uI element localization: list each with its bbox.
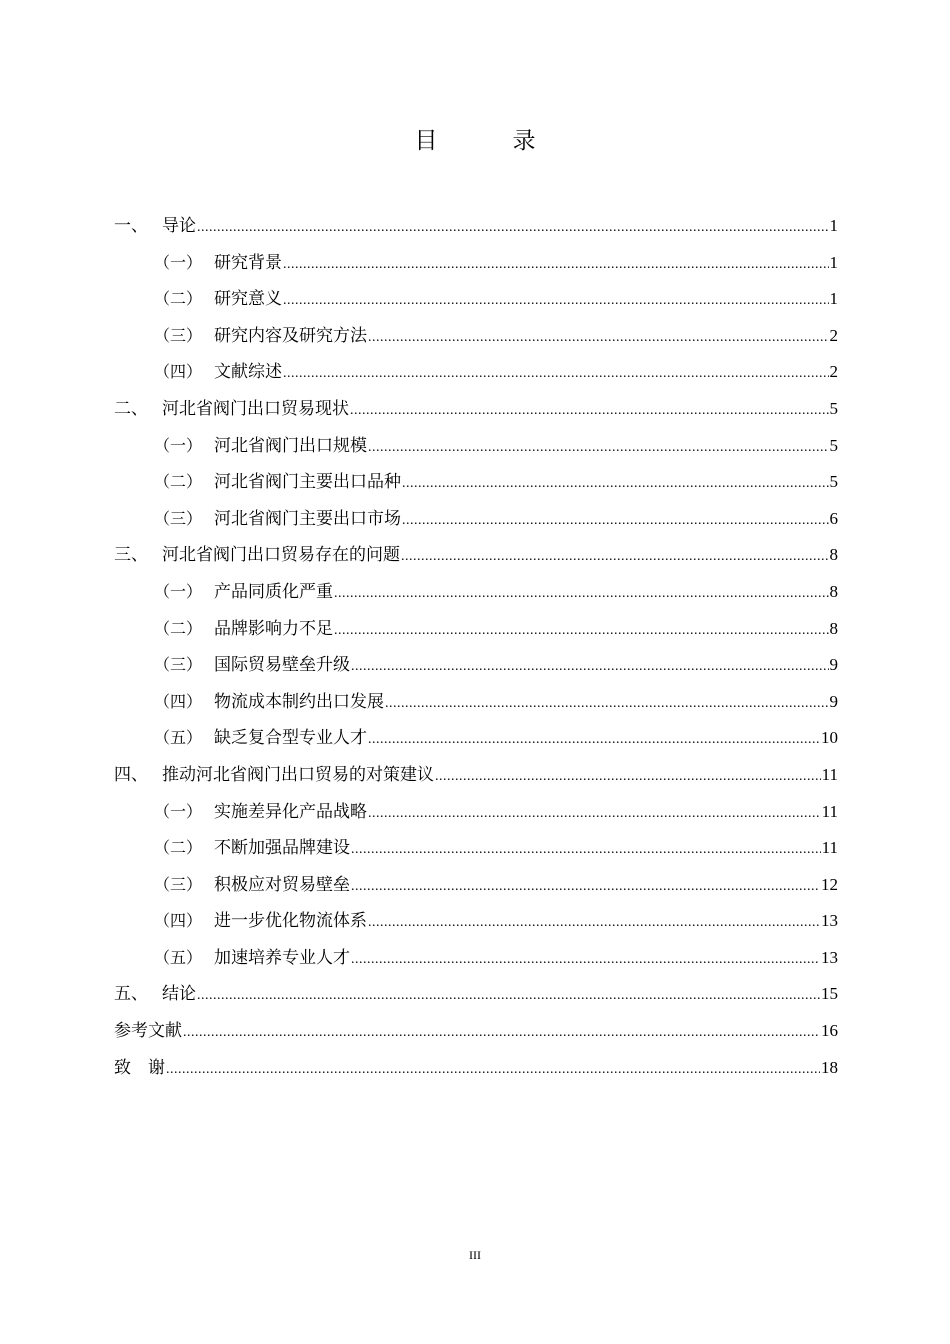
toc-entry-number: 三、 [114, 545, 148, 566]
toc-entry-page: 5 [829, 435, 838, 455]
toc-entry[interactable] [114, 976, 838, 1013]
toc-entry[interactable] [114, 245, 838, 282]
toc-entry-page: 6 [829, 508, 838, 528]
toc-entry-page: 15 [821, 984, 838, 1004]
toc-entry-page: 9 [829, 655, 838, 675]
toc-entry-number: （一） [154, 435, 203, 455]
toc-entry-label: 加速培养专业人才 [214, 947, 350, 968]
toc-dot-leader [350, 393, 829, 430]
toc-entry-page: 1 [829, 216, 838, 235]
toc-entry-page: 11 [821, 801, 838, 821]
toc-entry[interactable] [114, 318, 838, 355]
toc-entry-label: 推动河北省阀门出口贸易的对策建议 [162, 764, 434, 785]
toc-entry-number: （三） [154, 874, 203, 894]
toc-dot-leader [283, 247, 829, 284]
toc-entry-number: 二、 [114, 398, 148, 419]
toc-dot-leader [334, 576, 829, 613]
toc-entry-number: （五） [154, 947, 203, 967]
toc-entry-label: 文献综述 [214, 362, 282, 383]
toc-entry-page: 8 [829, 581, 838, 601]
toc-entry-number: （二） [154, 838, 203, 858]
toc-dot-leader [368, 905, 820, 942]
toc-dot-leader [435, 759, 821, 796]
toc-entry-page: 2 [829, 362, 838, 382]
toc-entry[interactable] [114, 720, 838, 757]
toc-entry-number: 四、 [114, 764, 148, 785]
toc-entry[interactable] [114, 501, 838, 538]
toc-entry[interactable] [114, 647, 838, 684]
toc-entry-number: （一） [154, 252, 203, 272]
toc-entry-number: （五） [154, 728, 203, 748]
toc-dot-leader [197, 210, 829, 247]
toc-entry-page: 12 [821, 874, 838, 894]
toc-entry-label: 导论 [162, 216, 196, 236]
toc-entry-number: （三） [154, 508, 203, 528]
toc-entry-page: 10 [821, 728, 838, 748]
toc-entry-page: 11 [821, 764, 838, 784]
toc-dot-leader [351, 942, 820, 979]
toc-dot-leader [368, 320, 829, 357]
toc-entry-label: 国际贸易壁垒升级 [214, 655, 350, 676]
page-title: 目 录 [414, 128, 562, 154]
toc-dot-leader [402, 503, 829, 540]
toc-entry-page: 9 [829, 691, 838, 711]
toc-entry-number: （二） [154, 289, 203, 309]
toc-entry-number: （三） [154, 325, 203, 345]
toc-entry-page: 5 [829, 398, 838, 418]
toc-entry[interactable] [114, 757, 838, 794]
toc-entry[interactable] [114, 281, 838, 318]
toc-entry-label: 河北省阀门主要出口品种 [214, 472, 401, 493]
toc-entry[interactable] [114, 464, 838, 501]
toc-entry-label: 实施差异化产品战略 [214, 801, 367, 822]
toc-entry[interactable] [114, 684, 838, 721]
toc-dot-leader [385, 686, 829, 723]
toc-entry[interactable] [114, 391, 838, 428]
toc-entry[interactable] [114, 537, 838, 574]
toc-entry-page: 2 [829, 325, 838, 345]
toc-entry-label: 品牌影响力不足 [214, 618, 333, 639]
toc-entry-page: 8 [829, 618, 838, 638]
toc-entry[interactable] [114, 428, 838, 465]
toc-entry-number: （二） [154, 472, 203, 492]
toc-dot-leader [334, 613, 829, 650]
toc-dot-leader [368, 796, 821, 833]
toc-dot-leader [351, 869, 820, 906]
toc-entry-number: （二） [154, 618, 203, 638]
toc-entry-page: 18 [821, 1057, 838, 1077]
toc-entry-label: 河北省阀门主要出口市场 [214, 508, 401, 529]
toc-entry[interactable] [114, 354, 838, 391]
toc-entry[interactable] [114, 867, 838, 904]
toc-entry-page: 5 [829, 472, 838, 492]
toc-entry[interactable] [114, 940, 838, 977]
toc-entry-page: 16 [821, 1021, 838, 1041]
toc-entry-number: 五、 [114, 984, 148, 1005]
toc-dot-leader [166, 1052, 820, 1089]
toc-dot-leader [402, 466, 829, 503]
toc-entry[interactable] [114, 1050, 838, 1087]
toc-entry[interactable] [114, 903, 838, 940]
toc-entry-number: （四） [154, 691, 203, 711]
toc-entry-label: 河北省阀门出口贸易现状 [162, 398, 349, 419]
toc-entry-label: 研究内容及研究方法 [214, 325, 367, 346]
toc-dot-leader [183, 1015, 820, 1052]
toc-entry-page: 13 [821, 911, 838, 931]
toc-entry[interactable] [114, 574, 838, 611]
toc-entry-label: 进一步优化物流体系 [214, 911, 367, 932]
toc-dot-leader [401, 539, 829, 576]
toc-entry-page: 13 [821, 947, 838, 967]
toc-dot-leader [368, 722, 820, 759]
toc-entry[interactable] [114, 208, 838, 245]
toc-entry-label: 物流成本制约出口发展 [214, 691, 384, 712]
toc-entry[interactable] [114, 794, 838, 831]
toc-dot-leader [351, 832, 821, 869]
toc-entry-label: 河北省阀门出口贸易存在的问题 [162, 545, 400, 566]
toc-entry-number: （一） [154, 581, 203, 601]
toc-dot-leader [368, 430, 829, 467]
toc-entry-number: （三） [154, 655, 203, 675]
toc-entry-page: 8 [829, 545, 838, 565]
toc-entry-label: 产品同质化严重 [214, 581, 333, 602]
toc-entry-number: （一） [154, 801, 203, 821]
toc-dot-leader [197, 978, 820, 1015]
toc-entry-label: 研究意义 [214, 289, 282, 310]
toc-entry-page: 11 [821, 838, 838, 858]
toc-dot-leader [283, 356, 829, 393]
toc-entry-label: 致 谢 [114, 1057, 165, 1078]
toc-entry-page: 1 [829, 252, 838, 272]
toc-entry-label: 研究背景 [214, 252, 282, 273]
toc-entry-number: （四） [154, 911, 203, 931]
toc-entry-label: 积极应对贸易壁垒 [214, 874, 350, 895]
toc-entry-label: 结论 [162, 984, 196, 1005]
toc-entry[interactable] [114, 830, 838, 867]
toc-dot-leader [351, 649, 829, 686]
toc-entry-label: 不断加强品牌建设 [214, 838, 350, 859]
toc-entry-number: 一、 [114, 216, 148, 236]
toc-entry-label: 缺乏复合型专业人才 [214, 728, 367, 749]
toc-entry-label: 河北省阀门出口规模 [214, 435, 367, 456]
toc-dot-leader [283, 283, 829, 320]
toc-entry-page: 1 [829, 289, 838, 309]
footer-page-number: III [469, 1248, 481, 1262]
toc-entry-number: （四） [154, 362, 203, 382]
table-of-contents [114, 208, 838, 1086]
toc-entry-label: 参考文献 [114, 1021, 182, 1042]
toc-entry[interactable] [114, 611, 838, 648]
toc-entry[interactable] [114, 1013, 838, 1050]
